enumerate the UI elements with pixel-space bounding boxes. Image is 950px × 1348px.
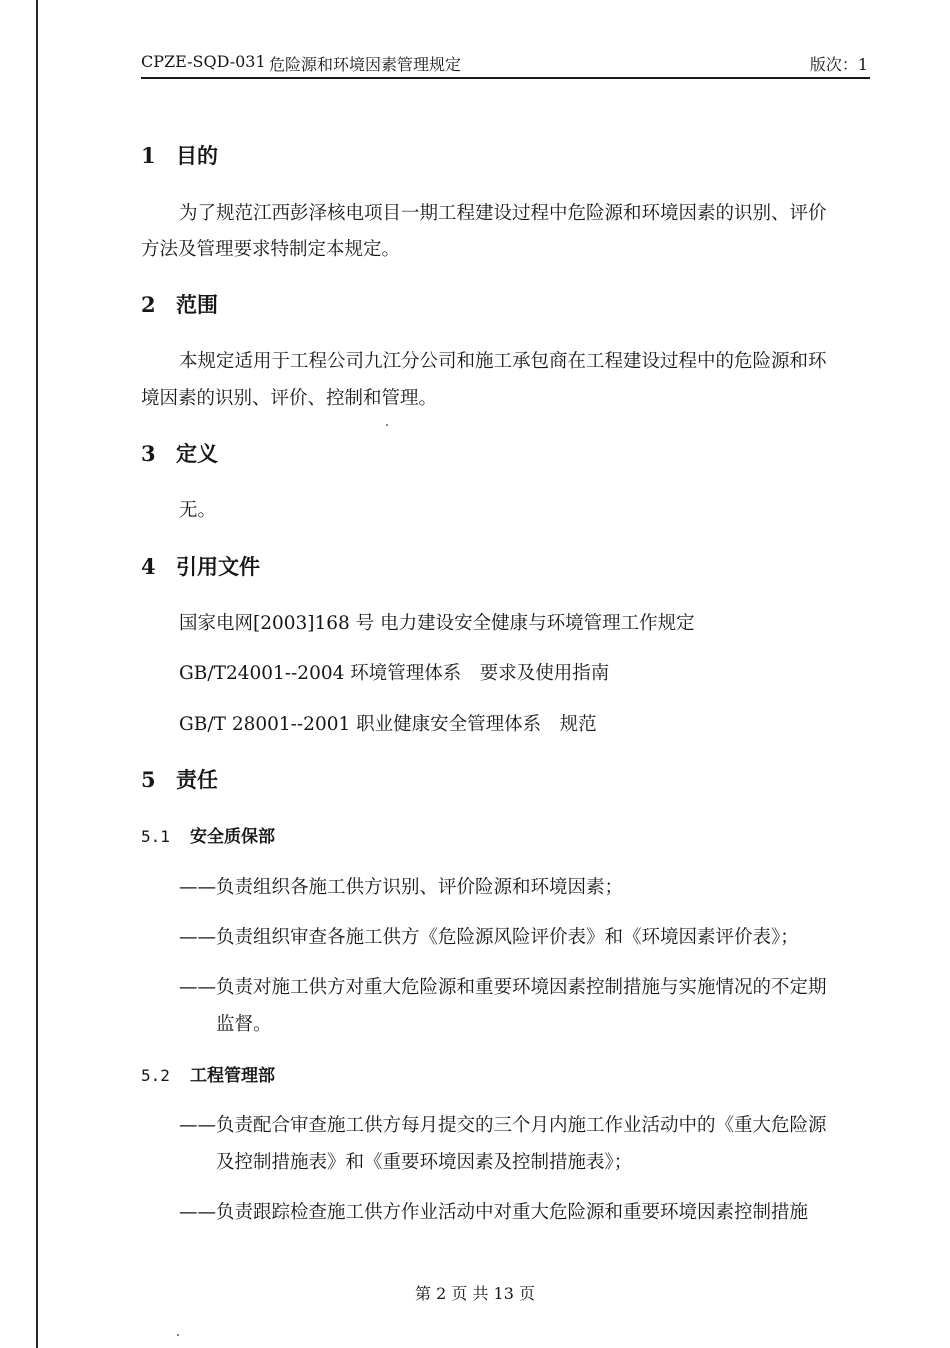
bullet-item: ——负责组织各施工供方识别、评价险源和环境因素； <box>179 877 624 898</box>
doc-title: 危险源和环境因素管理规定 <box>269 55 462 74</box>
subsection-title: 安全质保部 <box>190 827 275 847</box>
reference-item: GB/T 28001--2001 职业健康安全管理体系 规范 <box>179 714 597 735</box>
section-number: 2 <box>141 292 156 317</box>
bullet-item: ——负责配合审查施工供方每月提交的三个月内施工作业活动中的《重大危险源 <box>179 1115 827 1136</box>
bullet-item: ——负责组织审查各施工供方《危险源风险评价表》和《环境因素评价表》； <box>179 927 799 948</box>
scan-speck <box>386 424 388 426</box>
subsection-heading-safety-qa <box>141 822 275 847</box>
section-title: 引用文件 <box>176 554 260 579</box>
subsection-heading-engineering <box>141 1061 275 1086</box>
doc-code: CPZE-SQD-031 <box>141 52 266 71</box>
paragraph-line: 境因素的识别、评价、控制和管理。 <box>141 388 438 409</box>
section-heading-definitions <box>141 438 218 468</box>
paragraph-line: 本规定适用于工程公司九江分公司和施工承包商在工程建设过程中的危险源和环 <box>179 351 827 372</box>
scan-border-line <box>36 0 38 1348</box>
section-title: 目的 <box>176 143 218 168</box>
section-title: 定义 <box>176 441 218 466</box>
header-divider <box>141 77 870 79</box>
section-title: 范围 <box>176 292 218 317</box>
reference-item: 国家电网[2003]168 号 电力建设安全健康与环境管理工作规定 <box>179 613 695 634</box>
reference-item: GB/T24001--2004 环境管理体系 要求及使用指南 <box>179 663 610 684</box>
bullet-item-continuation: 及控制措施表》和《重要环境因素及控制措施表》； <box>216 1152 633 1173</box>
revision-label: 版次：1 <box>809 55 868 74</box>
section-number: 1 <box>141 143 156 168</box>
section-title: 责任 <box>176 767 218 792</box>
section-number: 5 <box>141 767 156 792</box>
section-heading-purpose <box>141 140 218 170</box>
subsection-number: 5.2 <box>141 1066 170 1085</box>
section-heading-scope <box>141 289 218 319</box>
section-number: 4 <box>141 554 156 579</box>
paragraph-line: 无。 <box>179 500 217 521</box>
page-header <box>141 50 870 78</box>
bullet-item: ——负责对施工供方对重大危险源和重要环境因素控制措施与实施情况的不定期 <box>179 977 827 998</box>
bullet-item: ——负责跟踪检查施工供方作业活动中对重大危险源和重要环境因素控制措施 <box>179 1202 809 1223</box>
section-heading-references <box>141 551 260 581</box>
paragraph-line: 为了规范江西彭泽核电项目一期工程建设过程中危险源和环境因素的识别、评价 <box>179 203 827 224</box>
paragraph-line: 方法及管理要求特制定本规定。 <box>141 239 401 260</box>
subsection-title: 工程管理部 <box>190 1066 275 1086</box>
scan-speck <box>177 1334 179 1336</box>
bullet-item-continuation: 监督。 <box>216 1014 272 1035</box>
section-number: 3 <box>141 441 156 466</box>
subsection-number: 5.1 <box>141 827 170 846</box>
page-footer: 第 2 页 共 13 页 <box>415 1284 535 1303</box>
section-heading-responsibilities <box>141 764 218 794</box>
